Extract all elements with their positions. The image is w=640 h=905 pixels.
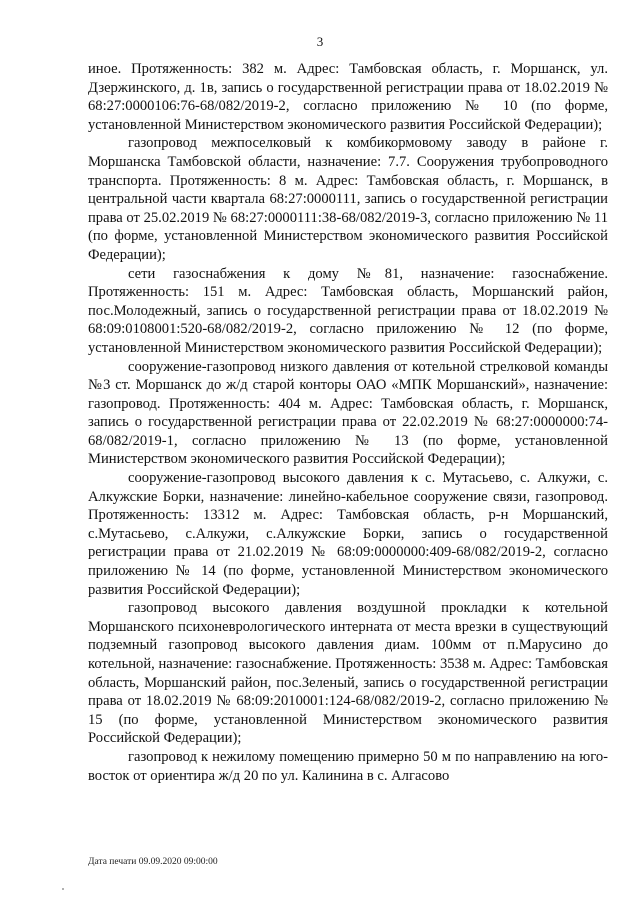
page-number: 3: [316, 34, 324, 49]
paragraph-overhead-pipeline-boiler: газопровод высокого давления воздушной прокладки к котельной Моршанского психоневрологического интерната от места врезки в существующий подземный газопровод высокого давления диам. 100мм от п.Марусино до котельной, назначение: газоснабжение. Протяженность: 3538 м. Адрес: Тамбовская область, Моршанский район, пос.Зеленый, запись о государственной регистрации права от 18.02.2019 № 68:09:2010001:124-68/082/2019-2, согласно приложению № 15 (по форме, установленной Министерством экономического развития Российской Федерации);: [88, 600, 608, 747]
paragraph-continuation: иное. Протяженность: 382 м. Адрес: Тамбовская область, г. Моршанск, ул. Дзержинского, д. 1в, запись о государственной регистрации права от 18.02.2019 № 68:27:0000106:76-68/082/2019-2, согласно приложению № 10 (по форме, установленной Министерством экономического развития Российской Федерации);: [88, 61, 608, 133]
scan-speck: [62, 888, 64, 890]
document-body: [88, 60, 608, 785]
paragraph-gas-network-house-81: сети газоснабжения к дому №81, назначение: газоснабжение. Протяженность: 151 м. Адрес: Тамбовская область, Моршанский район, пос.Молодежный, запись о государственной регистрации права от 18.02.2019 № 68:09:0108001:520-68/082/2019-2, согласно приложению № 12 (по форме, установленной Министерством экономического развития Российской Федерации);: [88, 265, 608, 356]
paragraph-low-pressure-pipeline: сооружение-газопровод низкого давления от котельной стрелковой команды №3 ст. Моршанск до ж/д старой конторы ОАО «МПК Моршанский», назначение: газопровод. Протяженность: 404 м. Адрес: Тамбовская область, г. Моршанск, запись о государственной регистрации права от 22.02.2019 № 68:27:0000000:74-68/082/2019-1, согласно приложению № 13 (по форме, установленной Министерством экономического развития Российской Федерации);: [88, 358, 608, 468]
paragraph-pipeline-algasovo: газопровод к нежилому помещению примерно 50 м по направлению на юго-восток от ориентира ж/д 20 по ул. Калинина в с. Алгасово: [88, 748, 608, 784]
print-date-footer: Дата печати 09.09.2020 09:00:00: [88, 857, 218, 867]
paragraph-high-pressure-mutasyevo: сооружение-газопровод высокого давления к с. Мутасьево, с. Алкужи, с. Алкужские Борки, назначение: линейно-кабельное сооружение связи, газопровод. Протяженность: 13312 м. Адрес: Тамбовская область, р-н Моршанский, с.Мутасьево, с.Алкужи, с.Алкужские Борки, запись о государственной регистрации права от 21.02.2019 № 68:09:0000000:409-68/082/2019-2, согласно приложению № 14 (по форме, установленной Министерством экономического развития Российской Федерации);: [88, 470, 608, 598]
paragraph-gas-pipeline-feed-mill: газопровод межпоселковый к комбикормовому заводу в районе г. Моршанска Тамбовской области, назначение: 7.7. Сооружения трубопроводного транспорта. Протяженность: 8 м. Адрес: Тамбовская область, г. Моршанск, в центральной части квартала 68:27:0000111, запись о государственной регистрации права от 25.02.2019 № 68:27:0000111:38-68/082/2019-3, согласно приложению № 11 (по форме, установленной Министерством экономического развития Российской Федерации);: [88, 135, 608, 263]
